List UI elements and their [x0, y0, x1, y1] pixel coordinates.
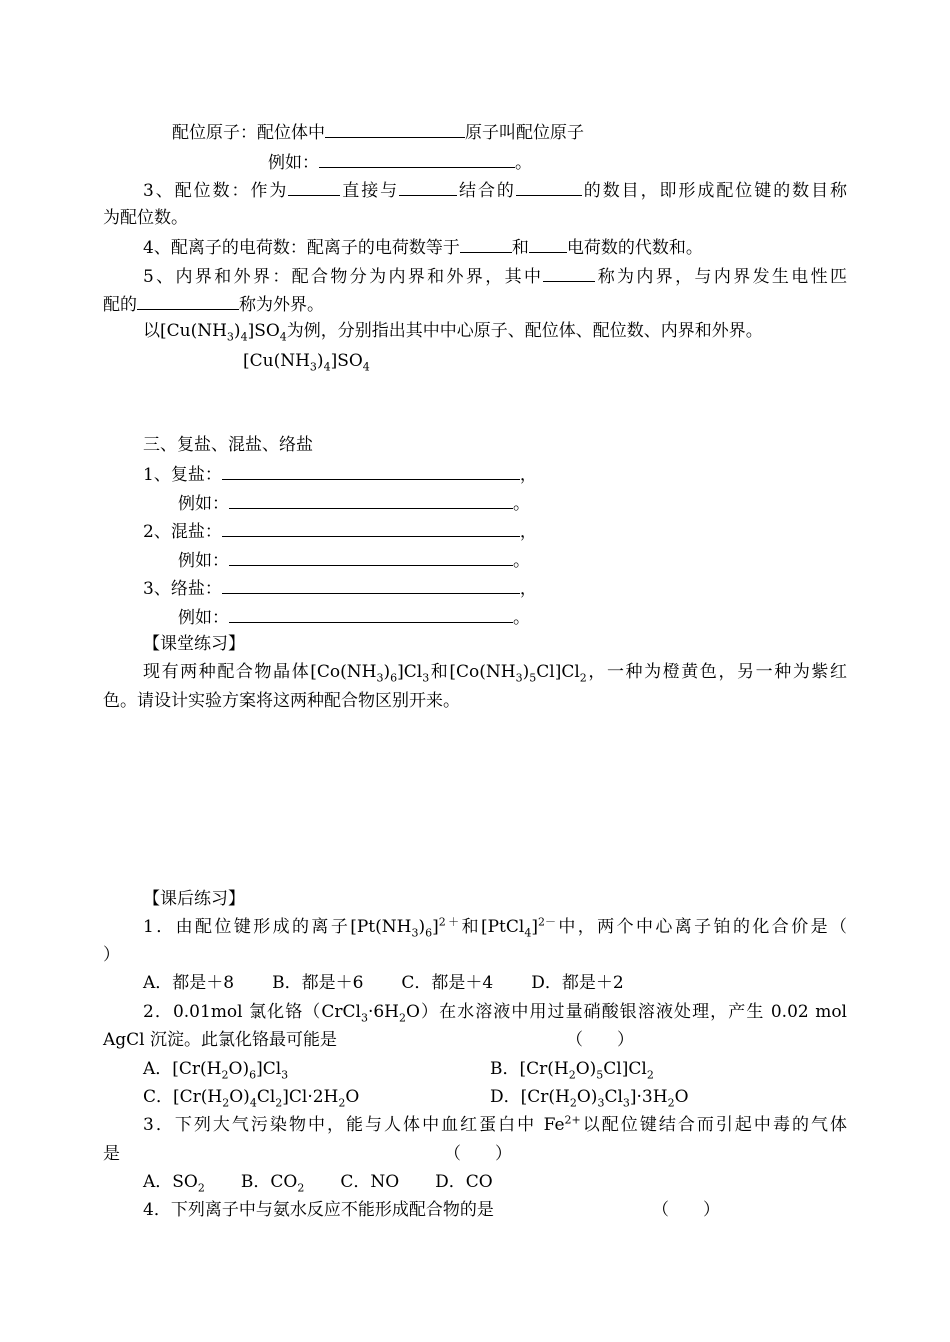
- complex-salt-line: 3、络盐： ，: [143, 576, 537, 600]
- blank[interactable]: [222, 576, 520, 594]
- blank[interactable]: [288, 178, 340, 196]
- coord-atom-line: 配位原子：配位体中 原子叫配位原子: [172, 120, 584, 144]
- option-c[interactable]: C．都是＋4: [401, 973, 494, 993]
- question-2-answer-paren[interactable]: （ ）: [566, 1030, 634, 1050]
- class-exercise-heading: 【课堂练习】: [143, 634, 245, 654]
- option-b[interactable]: B．都是＋6: [272, 973, 364, 993]
- mixed-salt-example: 例如： 。: [178, 548, 530, 572]
- blank[interactable]: [229, 605, 513, 623]
- option-d[interactable]: D．CO: [435, 1172, 493, 1192]
- question-4: 4．下列离子中与氨水反应不能形成配合物的是: [143, 1200, 494, 1220]
- question-1: 1．由配位键形成的离子$[Pt(NH_3)_6]^{2+}$和[PtCl$_4$]$^{2-}$中，两个中心离子铂的化合价是（: [143, 915, 847, 940]
- double-salt-line: 1、复盐： ，: [143, 462, 537, 486]
- question-3-answer-paren[interactable]: （ ）: [444, 1144, 512, 1164]
- question-3: 3．下列大气污染物中，能与人体中血红蛋白中 $Fe^{2+}$以配位键结合而引起中毒的气体: [143, 1113, 847, 1135]
- coord-number-cont: 为配位数。: [103, 208, 188, 228]
- question-1-options: [143, 972, 624, 994]
- complex-salt-example: 例如： 。: [178, 605, 530, 629]
- after-exercise-heading: 【课后练习】: [143, 889, 245, 909]
- coord-atom-example: 例如： 。: [268, 150, 532, 174]
- blank[interactable]: [460, 235, 512, 253]
- question-3-options: [143, 1171, 493, 1193]
- inner-outer-cont: 配的 称为外界。: [103, 292, 324, 316]
- question-2-option-d[interactable]: D．$[Cr(H_2O)_3Cl_3]\cdot 3H_2O$: [490, 1087, 689, 1110]
- blank[interactable]: [516, 178, 582, 196]
- option-d[interactable]: D．都是＋2: [531, 973, 624, 993]
- class-exercise-cont: 色。请设计实验方案将这两种配合物区别开来。: [103, 691, 460, 711]
- question-2-cont: AgCl 沉淀。此氯化铬最可能是: [103, 1030, 338, 1050]
- question-4-answer-paren[interactable]: （ ）: [652, 1200, 720, 1220]
- blank[interactable]: [399, 178, 457, 196]
- blank[interactable]: [229, 548, 513, 566]
- blank[interactable]: [325, 120, 465, 138]
- question-1-cont: ）: [103, 945, 120, 965]
- class-exercise-text: 现有两种配合物晶体$[Co(NH_3)_6]Cl_3$和$[Co(NH_3)_5Cl]Cl_2$，一种为橙黄色，另一种为紫红: [143, 662, 847, 685]
- blank[interactable]: [229, 491, 513, 509]
- coord-number-line: 3、配位数：作为 直接与 结合的 的数目，即形成配位键的数目称: [143, 178, 847, 202]
- option-b[interactable]: B．$CO_2$: [240, 1172, 305, 1195]
- blank[interactable]: [529, 235, 567, 253]
- blank[interactable]: [319, 150, 515, 168]
- option-a[interactable]: A．都是＋8: [143, 973, 235, 993]
- question-2-option-c[interactable]: C．$[Cr(H_2O)_4Cl_2]Cl\cdot 2H_2O$: [143, 1087, 360, 1110]
- question-2: 2．0.01mol 氯化铬$(CrCl_3\cdot 6H_2O)$在水溶液中用过量硝酸银溶液处理，产生 0.02 mol: [143, 1002, 847, 1025]
- blank[interactable]: [137, 292, 239, 310]
- section3-heading: 三、复盐、混盐、络盐: [143, 435, 313, 455]
- charge-line: 4、配离子的电荷数：配离子的电荷数等于 和 电荷数的代数和。: [143, 235, 703, 259]
- question-3-cont: 是: [103, 1144, 120, 1164]
- example-formula: $[Cu(NH_3)_4]SO_4$: [243, 351, 370, 374]
- double-salt-example: 例如： 。: [178, 491, 530, 515]
- option-a[interactable]: A．$SO_2$: [143, 1172, 205, 1195]
- option-c[interactable]: C．NO: [340, 1172, 400, 1192]
- blank[interactable]: [222, 462, 520, 480]
- blank[interactable]: [543, 264, 595, 282]
- question-2-option-b[interactable]: B．$[Cr(H_2O)_5Cl]Cl_2$: [490, 1059, 654, 1082]
- mixed-salt-line: 2、混盐： ，: [143, 519, 537, 543]
- blank[interactable]: [222, 519, 520, 537]
- question-2-option-a[interactable]: A．$[Cr(H_2O)_6]Cl_3$: [143, 1059, 289, 1082]
- example-instruction: 以$[Cu(NH_3)_4]SO_4$为例，分别指出其中中心原子、配位体、配位数、内界和外界。: [143, 321, 763, 344]
- inner-outer-line: 5、内界和外界：配合物分为内界和外界，其中 称为内界，与内界发生电性匹: [143, 264, 847, 288]
